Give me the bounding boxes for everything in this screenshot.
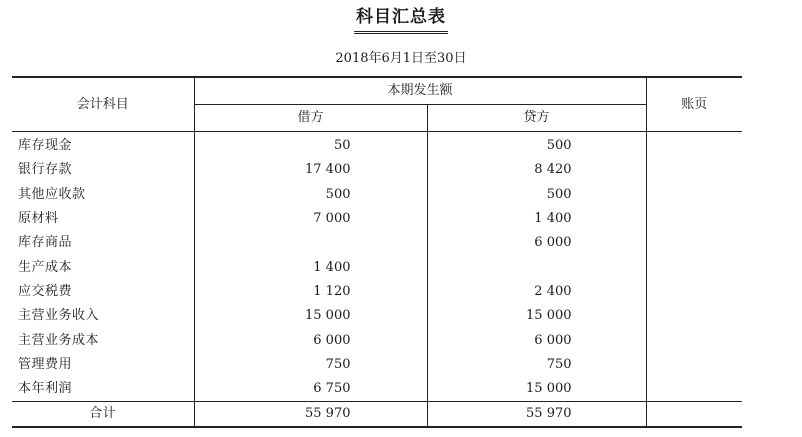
total-label: 合计 xyxy=(12,402,194,428)
table-row xyxy=(12,280,742,304)
header-period-amount: 本期发生额 xyxy=(194,77,646,105)
debit-cell: 1 400 xyxy=(194,255,427,279)
debit-cell: 50 xyxy=(194,132,427,159)
table-body xyxy=(12,132,742,402)
total-ledger-page xyxy=(646,402,742,428)
table-footer xyxy=(12,402,742,428)
account-cell: 应交税费 xyxy=(12,280,194,304)
header-debit: 借方 xyxy=(194,105,427,132)
credit-cell: 2 400 xyxy=(427,280,646,304)
ledger-page-cell xyxy=(646,132,742,159)
account-cell: 主营业务收入 xyxy=(12,304,194,328)
debit-cell: 6 750 xyxy=(194,377,427,402)
account-cell: 原材料 xyxy=(12,207,194,231)
ledger-page-cell xyxy=(646,231,742,255)
table-row xyxy=(12,132,742,159)
table-row xyxy=(12,183,742,207)
credit-cell: 500 xyxy=(427,183,646,207)
credit-cell: 15 000 xyxy=(427,377,646,402)
table-header xyxy=(12,77,742,132)
table-row xyxy=(12,377,742,402)
account-cell: 生产成本 xyxy=(12,255,194,279)
account-cell: 银行存款 xyxy=(12,158,194,182)
total-debit: 55 970 xyxy=(194,402,427,428)
debit-cell: 15 000 xyxy=(194,304,427,328)
credit-cell xyxy=(427,255,646,279)
summary-table xyxy=(12,76,742,428)
debit-cell xyxy=(194,231,427,255)
ledger-page-cell xyxy=(646,304,742,328)
ledger-page-cell xyxy=(646,158,742,182)
header-ledger-page: 账页 xyxy=(646,77,742,132)
table-row xyxy=(12,353,742,377)
account-cell: 库存现金 xyxy=(12,132,194,159)
account-cell: 库存商品 xyxy=(12,231,194,255)
credit-cell: 1 400 xyxy=(427,207,646,231)
ledger-page-cell xyxy=(646,377,742,402)
ledger-page-cell xyxy=(646,353,742,377)
credit-cell: 8 420 xyxy=(427,158,646,182)
table-row xyxy=(12,158,742,182)
table-row xyxy=(12,255,742,279)
account-cell: 本年利润 xyxy=(12,377,194,402)
credit-cell: 6 000 xyxy=(427,231,646,255)
total-row xyxy=(12,402,742,428)
table-row xyxy=(12,304,742,328)
debit-cell: 7 000 xyxy=(194,207,427,231)
date-range: 2018年6月1日至30日 xyxy=(335,51,467,66)
table-row xyxy=(12,328,742,352)
table-row xyxy=(12,231,742,255)
credit-cell: 500 xyxy=(427,132,646,159)
debit-cell: 6 000 xyxy=(194,328,427,352)
credit-cell: 6 000 xyxy=(427,328,646,352)
credit-cell: 750 xyxy=(427,353,646,377)
header-account: 会计科目 xyxy=(12,77,194,132)
ledger-page-cell xyxy=(646,183,742,207)
account-cell: 其他应收款 xyxy=(12,183,194,207)
ledger-page-cell xyxy=(646,280,742,304)
ledger-page-cell xyxy=(646,255,742,279)
debit-cell: 750 xyxy=(194,353,427,377)
table-row xyxy=(12,207,742,231)
ledger-page-cell xyxy=(646,328,742,352)
document-title: 科目汇总表 xyxy=(354,6,448,34)
title-container xyxy=(0,6,802,34)
total-credit: 55 970 xyxy=(427,402,646,428)
account-cell: 主营业务成本 xyxy=(12,328,194,352)
ledger-page-cell xyxy=(646,207,742,231)
debit-cell: 500 xyxy=(194,183,427,207)
debit-cell: 1 120 xyxy=(194,280,427,304)
credit-cell: 15 000 xyxy=(427,304,646,328)
debit-cell: 17 400 xyxy=(194,158,427,182)
header-credit: 贷方 xyxy=(427,105,646,132)
account-cell: 管理费用 xyxy=(12,353,194,377)
